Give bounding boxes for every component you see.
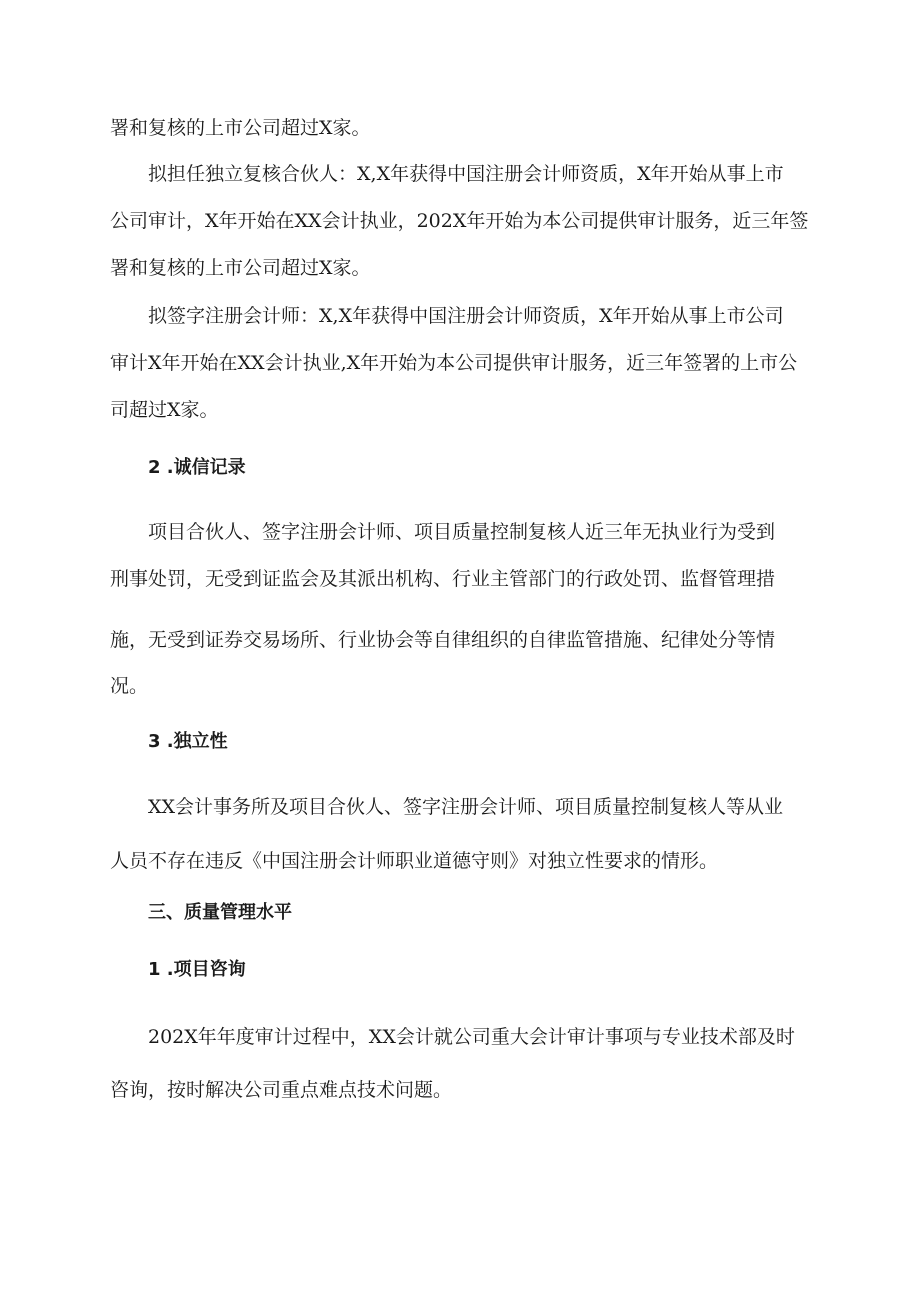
paragraph-line: 咨询，按时解决公司重点难点技术问题。 xyxy=(110,1079,453,1101)
paragraph-line: XX会计事务所及项目合伙人、签字注册会计师、项目质量控制复核人等从业 xyxy=(148,796,784,818)
paragraph-line: 202X年年度审计过程中，XX会计就公司重大会计审计事项与专业技术部及时 xyxy=(148,1026,795,1048)
section-heading-consult: 1 .项目咨询 xyxy=(148,959,246,980)
paragraph-line: 拟担任独立复核合伙人：X,X年获得中国注册会计师资质，X年开始从事上市 xyxy=(148,163,784,185)
paragraph-line: 审计X年开始在XX会计执业,X年开始为本公司提供审计服务，近三年签署的上市公 xyxy=(110,352,798,374)
paragraph-line: 项目合伙人、签字注册会计师、项目质量控制复核人近三年无执业行为受到 xyxy=(148,521,776,543)
paragraph-line: 署和复核的上市公司超过X家。 xyxy=(110,257,371,279)
paragraph-line: 司超过X家。 xyxy=(110,399,219,421)
paragraph-line: 署和复核的上市公司超过X家。 xyxy=(110,117,371,139)
paragraph-line: 人员不存在违反《中国注册会计师职业道德守则》对独立性要求的情形。 xyxy=(110,850,719,872)
paragraph-line: 施，无受到证券交易场所、行业协会等自律组织的自律监管措施、纪律处分等情 xyxy=(110,629,776,651)
paragraph-line: 刑事处罚，无受到证监会及其派出机构、行业主管部门的行政处罚、监督管理措 xyxy=(110,568,776,590)
paragraph-line: 公司审计，X年开始在XX会计执业，202X年开始为本公司提供审计服务，近三年签 xyxy=(110,210,809,232)
section-heading-integrity: 2 .诚信记录 xyxy=(148,457,246,478)
section-heading-independence: 3 .独立性 xyxy=(148,731,228,752)
paragraph-line: 拟签字注册会计师：X,X年获得中国注册会计师资质，X年开始从事上市公司 xyxy=(148,305,784,327)
section-heading-quality: 三、质量管理水平 xyxy=(148,902,292,923)
paragraph-line: 况。 xyxy=(110,675,149,697)
